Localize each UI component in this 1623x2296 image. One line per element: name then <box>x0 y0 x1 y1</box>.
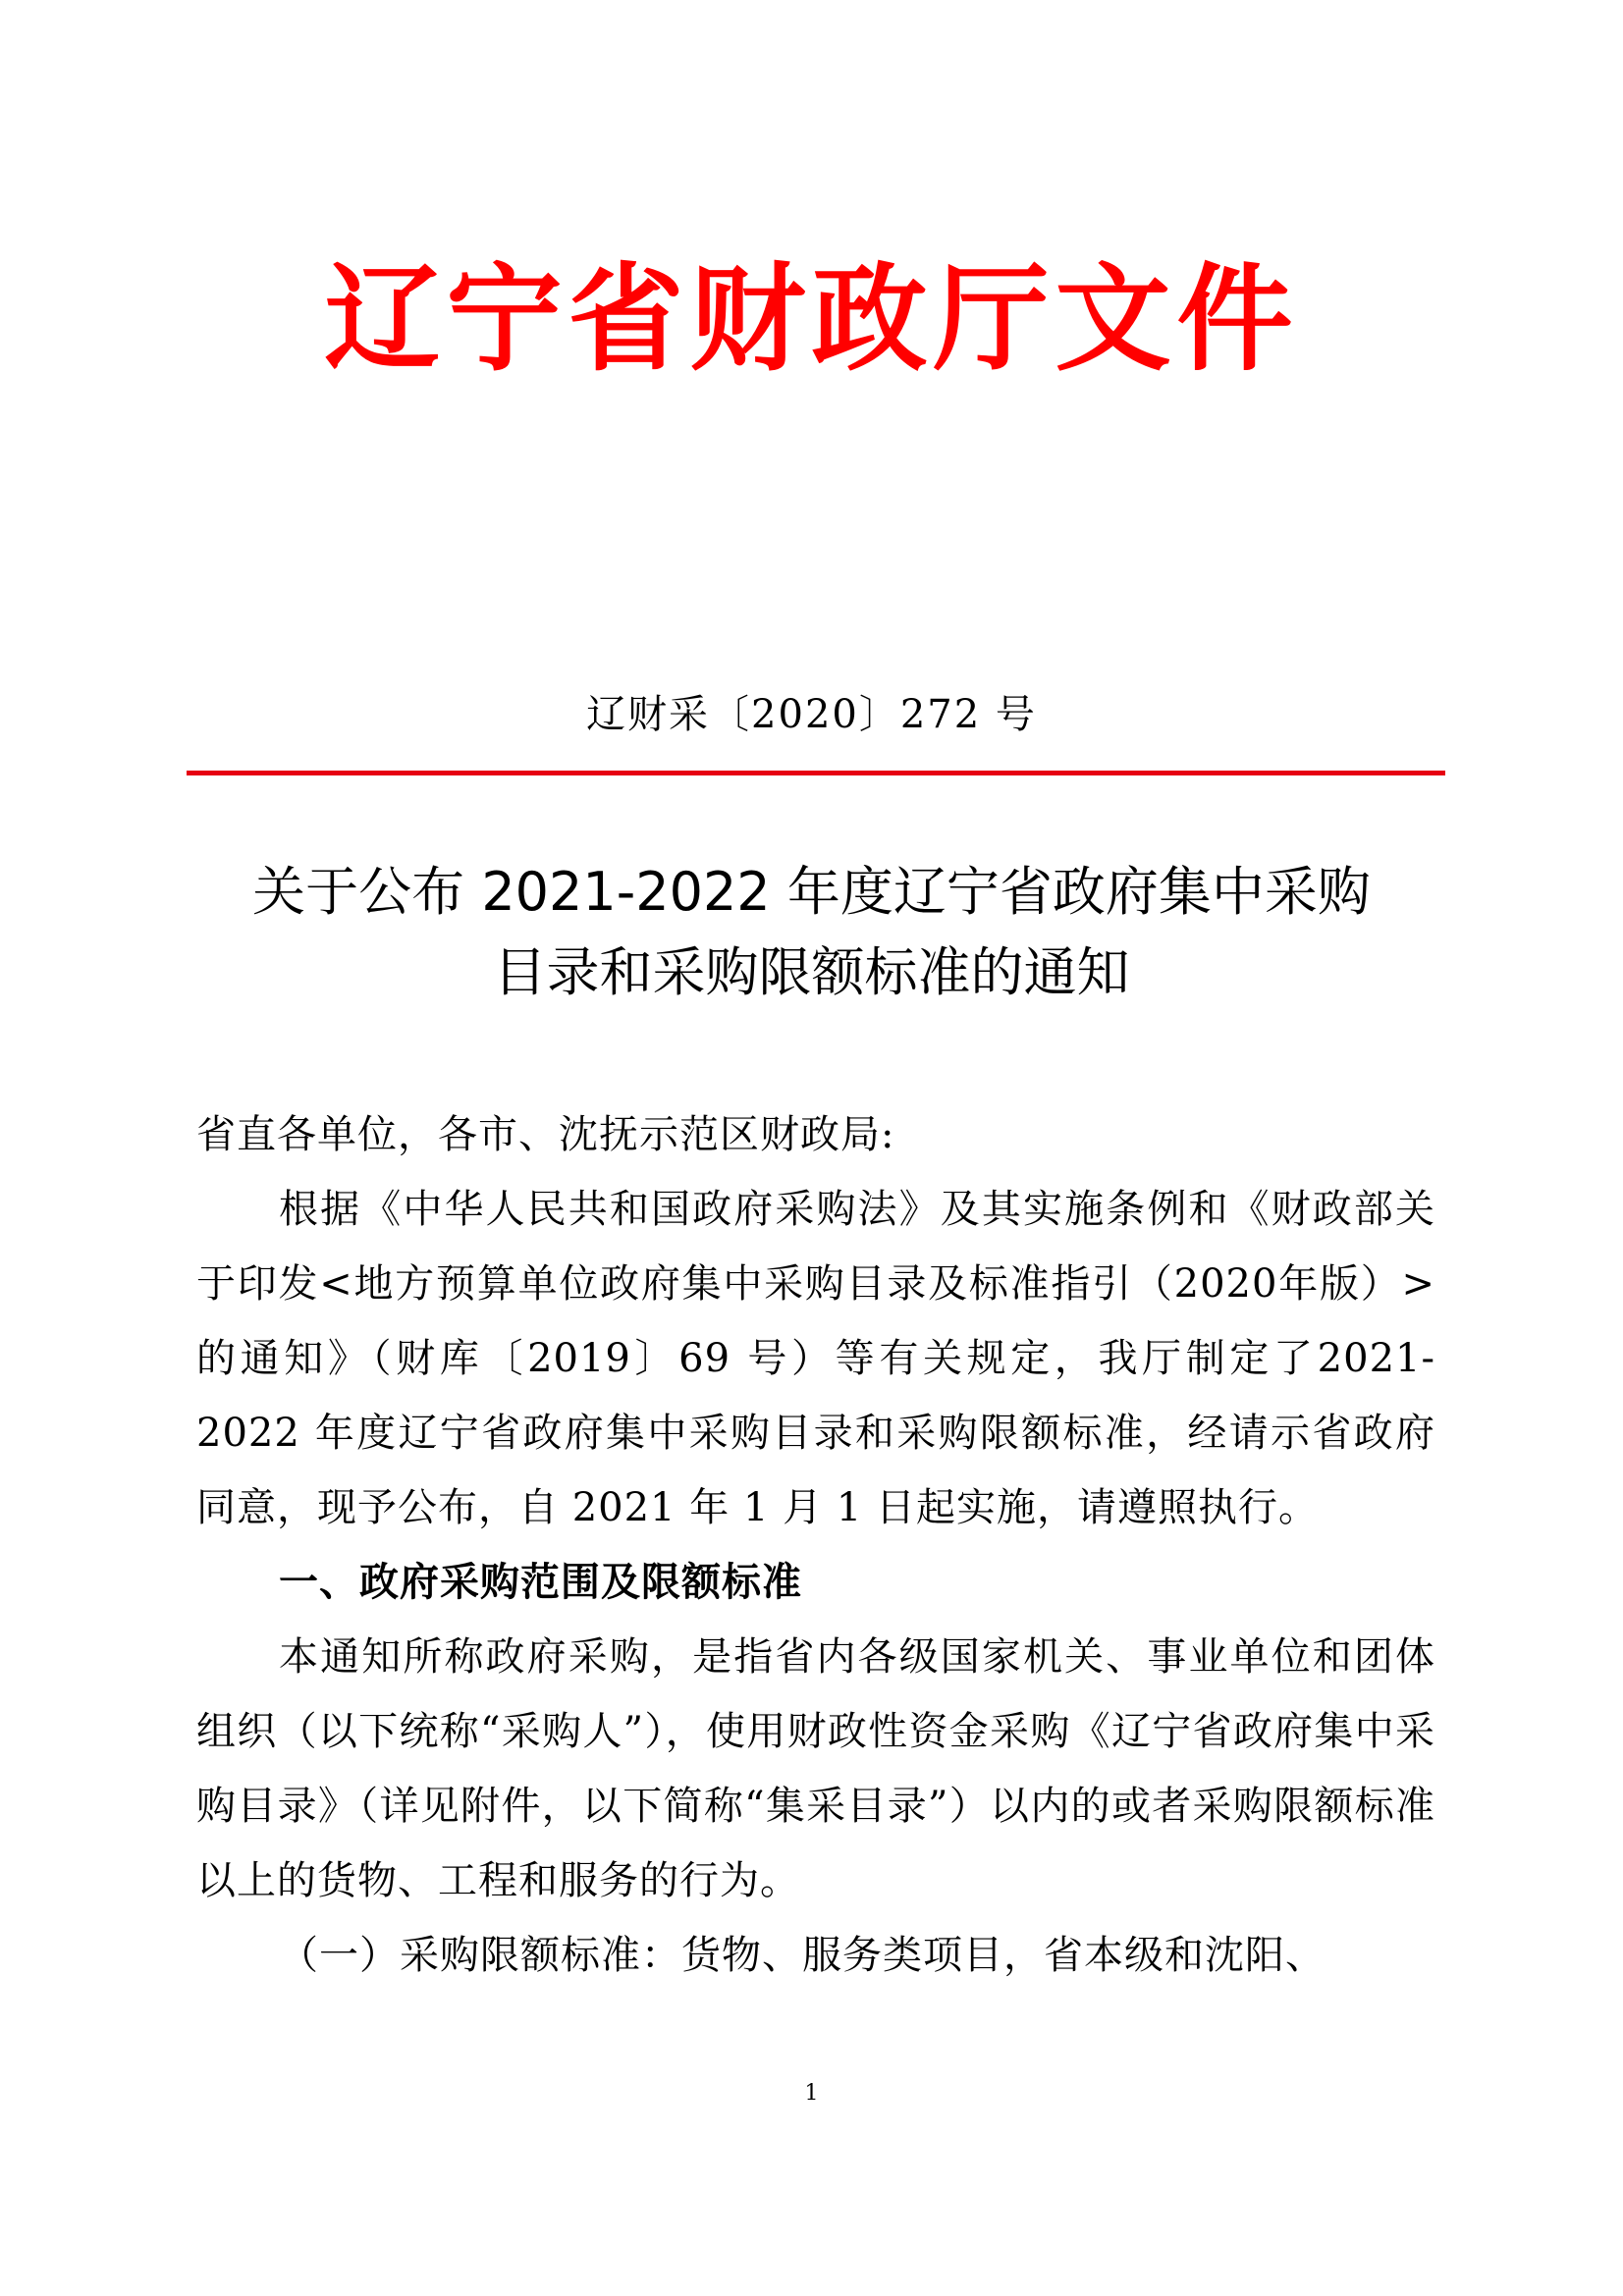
document-number: 辽财采〔2020〕272 号 <box>586 692 1037 737</box>
document-title-line-2: 目录和采购限额标准的通知 <box>493 941 1130 1003</box>
document-title <box>157 852 1466 1013</box>
salutation: 省直各单位，各市、沈抚示范区财政局: <box>196 1112 895 1157</box>
paragraph-definition: 本通知所称政府采购，是指省内各级国家机关、事业单位和团体组织（以下统称“采购人”），使用财政性资金采购《辽宁省政府集中采购目录》（详见附件，以下简称“集采目录”）以内的或者采购限额标准以上的货物、工程和服务的行为。 <box>196 1634 1435 1903</box>
paragraph-legal-basis: 根据《中华人民共和国政府采购法》及其实施条例和《财政部关于印发<地方预算单位政府集中采购目录及标准指引（2020年版）>的通知》（财库〔2019〕69 号）等有关规定，我厅制定了2021-2022 年度辽宁省政府集中采购目录和采购限额标准，经请示省政府同意，现予公布，自 2021 年 1 月 1 日起实施，请遵照执行。 <box>196 1187 1435 1530</box>
red-divider-line <box>187 771 1445 775</box>
document-body <box>196 1097 1435 1993</box>
section-heading-1: 一、政府采购范围及限额标准 <box>279 1560 802 1605</box>
masthead-title: 辽宁省财政厅文件 <box>324 251 1299 387</box>
paragraph-threshold-item-1: （一）采购限额标准：货物、服务类项目，省本级和沈阳、 <box>279 1933 1325 1978</box>
document-title-line-1: 关于公布 2021-2022 年度辽宁省政府集中采购 <box>252 861 1371 923</box>
page-number: 1 <box>804 2081 819 2106</box>
